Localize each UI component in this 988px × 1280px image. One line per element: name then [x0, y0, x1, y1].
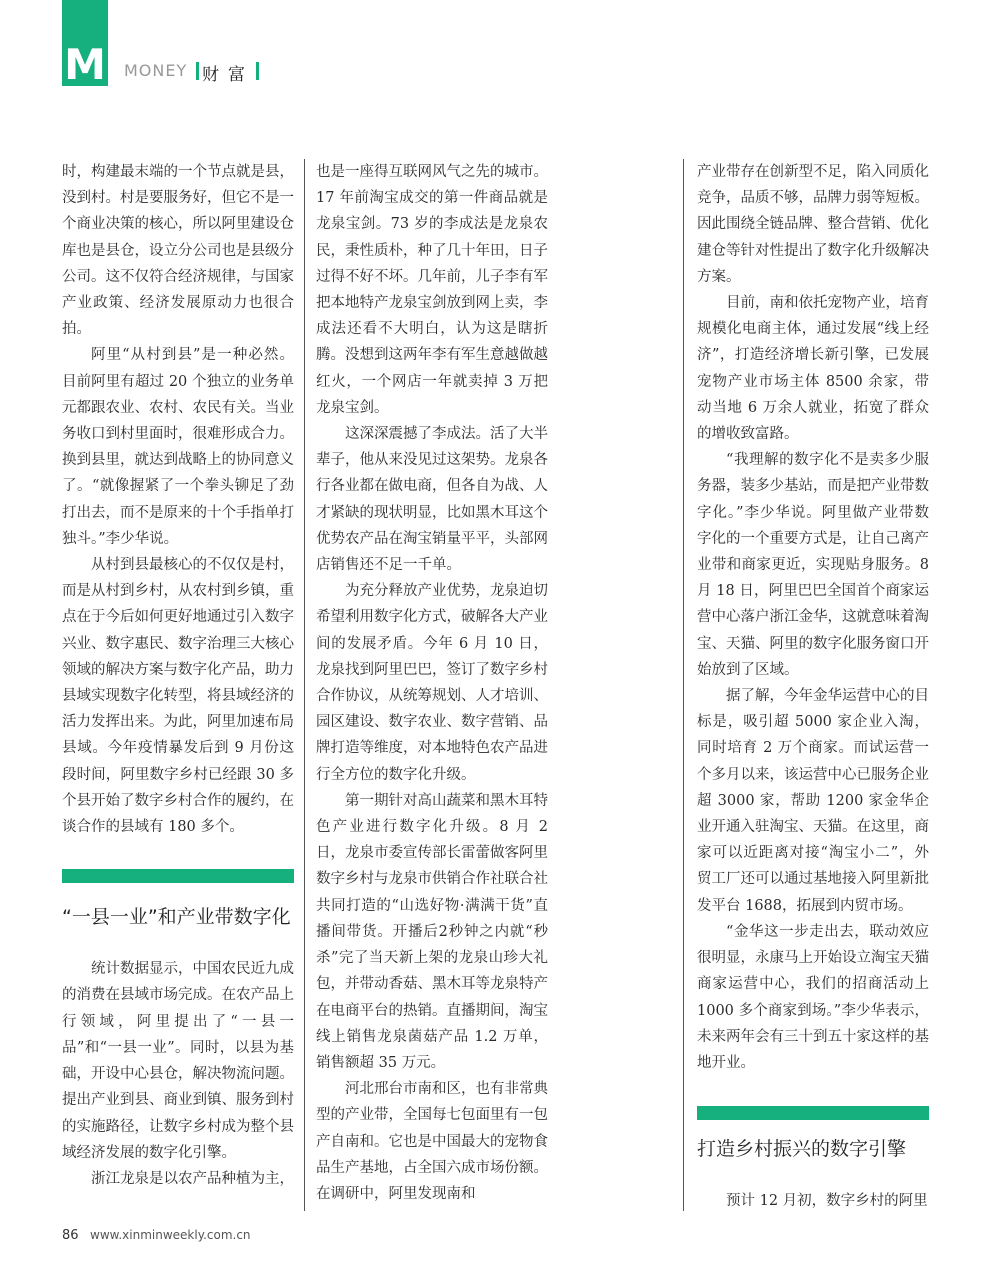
paragraph: 河北邢台市南和区，也有非常典型的产业带，全国每七包面里有一包产自南和。它也是中国最大的宠物食品生产基地，占全国六成市场份额。在调研中，阿里发现南和	[316, 1081, 548, 1202]
paragraph: 时，构建最末端的一个节点就是县，没到村。村是要服务好，但它不是一个商业决策的核心，所以阿里建设仓库也是县仓，设立分公司也是县级分公司。这不仅符合经济规律，与国家产业政策、经济发展原动力也很合拍。	[62, 164, 294, 338]
paragraph: 浙江龙泉是以农产品种植为主，	[91, 1170, 294, 1187]
page-number: 86	[62, 1228, 79, 1243]
section-name-zh: 财富	[202, 65, 254, 85]
column-divider	[683, 159, 684, 1211]
column-divider	[304, 159, 305, 1211]
paragraph: 阿里“从村到县”是一种必然。目前阿里有超过 20 个独立的业务单元都跟农业、农村、农民有关。当业务收口到村里面时，很难形成合力。换到县里，就达到战略上的协同意义了。“就像握紧了一个拳头铆足了劲打出去，而不是原来的十个手指单打独斗。”李少华说。	[62, 347, 294, 547]
paragraph: 这深深震撼了李成法。活了大半辈子，他从来没见过这架势。龙泉各行各业都在做电商，但各自为战、人才紧缺的现状明显，比如黑木耳这个优势农产品在淘宝销量平平，头部网店销售还不足一千单。	[316, 426, 548, 574]
paragraph: “我理解的数字化不是卖多少服务器，装多少基站，而是把产业带数字化。”李少华说。阿里做产业带数字化的一个重要方式是，让自己离产业带和商家更近，实现贴身服务。8 月 18 日，阿里巴巴全国首个商家运营中心落户浙江金华，这就意味着淘宝、天猫、阿里的数字化服务窗口开始放到了区域。	[697, 452, 929, 678]
heading-marker	[62, 869, 294, 883]
article-column-1	[62, 159, 294, 1192]
section-name-en: MONEY	[124, 61, 188, 80]
paragraph: 目前，南和依托宠物产业，培育规模化电商主体，通过发展“线上经济”，打造经济增长新引擎，已发展宠物产业市场主体 8500 余家，带动当地 6 万余人就业，拓宽了群众的增收致富路。	[697, 295, 929, 443]
paragraph: 为充分释放产业优势，龙泉迫切希望利用数字化方式，破解各大产业间的发展矛盾。今年 6 月 10 日，龙泉找到阿里巴巴，签订了数字乡村合作协议，从统筹规划、人才培训、园区建设、数字农业、数字营销、品牌打造等维度，对本地特色农产品进行全方位的数字化升级。	[316, 583, 548, 783]
paragraph: 产业带存在创新型不足，陷入同质化竞争，品质不够，品牌力弱等短板。因此围绕全链品牌、整合营销、优化建仓等针对性提出了数字化升级解决方案。	[697, 164, 929, 285]
section-divider	[256, 62, 259, 80]
section-divider	[196, 62, 199, 80]
heading-marker	[697, 1106, 929, 1120]
article-column-2	[316, 159, 548, 1207]
paragraph: 统计数据显示，中国农民近九成的消费在县域市场完成。在农产品上行领域，阿里提出了“一县一品”和“一县一业”。同时，以县为基础，开设中心县仓，解决物流问题。提出产业到县、商业到镇、服务到村的实施路径，让数字乡村成为整个县域经济发展的数字化引擎。	[62, 961, 294, 1161]
paragraph: 从村到县最核心的不仅仅是村，而是从村到乡村，从农村到乡镇，重点在于今后如何更好地通过引入数字兴业、数字惠民、数字治理三大核心领域的解决方案与数字化产品，助力县域实现数字化转型，将县域经济的活力发挥出来。为此，阿里加速布局县域。今年疫情暴发后到 9 月份这段时间，阿里数字乡村已经跟 30 多个县开始了数字乡村合作的履约，在谈合作的县域有 180 多个。	[62, 557, 294, 836]
paragraph: “金华这一步走出去，联动效应很明显，永康马上开始设立淘宝天猫商家运营中心，我们的招商活动上 1000 多个商家到场。”李少华表示，未来两年会有三十到五十家这样的基地开业。	[697, 923, 929, 1071]
paragraph: 第一期针对高山蔬菜和黑木耳特色产业进行数字化升级。8 月 2 日，龙泉市委宣传部长雷蕾做客阿里数字乡村与龙泉市供销合作社联合社共同打造的“山选好物·满满干货”直播间带货。开播后2秒钟之内就“秒杀”完了当天新上架的龙泉山珍大礼包，并带动香菇、黑木耳等龙泉特产在电商平台的热销。直播期间，淘宝线上销售龙泉菌菇产品 1.2 万单，销售额超 35 万元。	[316, 792, 548, 1071]
section-heading: “一县一业”和产业带数字化	[62, 906, 291, 929]
paragraph: 也是一座得互联网风气之先的城市。17 年前淘宝成交的第一件商品就是龙泉宝剑。73 岁的李成法是龙泉农民，秉性质朴，种了几十年田，日子过得不好不坏。几年前，儿子李有军把本地特产龙泉宝剑放到网上卖，李成法还看不大明白，认为这是瞎折腾。没想到这两年李有军生意越做越红火，一个网店一年就卖掉 3 万把龙泉宝剑。	[316, 164, 548, 416]
article-column-3	[697, 159, 929, 1214]
paragraph: 预计 12 月初，数字乡村的阿里	[726, 1193, 928, 1210]
section-logo: M	[62, 0, 108, 86]
section-heading: 打造乡村振兴的数字引擎	[697, 1138, 907, 1161]
footer-url[interactable]: www.xinminweekly.com.cn	[90, 1228, 251, 1242]
paragraph: 据了解，今年金华运营中心的目标是，吸引超 5000 家企业入淘，同时培育 2 万个商家。而试运营一个多月以来，该运营中心已服务企业超 3000 家，帮助 1200 家金华企业开通入驻淘宝、天猫。在这里，商家可以近距离对接“淘宝小二”，外贸工厂还可以通过基地接入阿里新批发平台 1688，拓展到内贸市场。	[697, 688, 929, 914]
